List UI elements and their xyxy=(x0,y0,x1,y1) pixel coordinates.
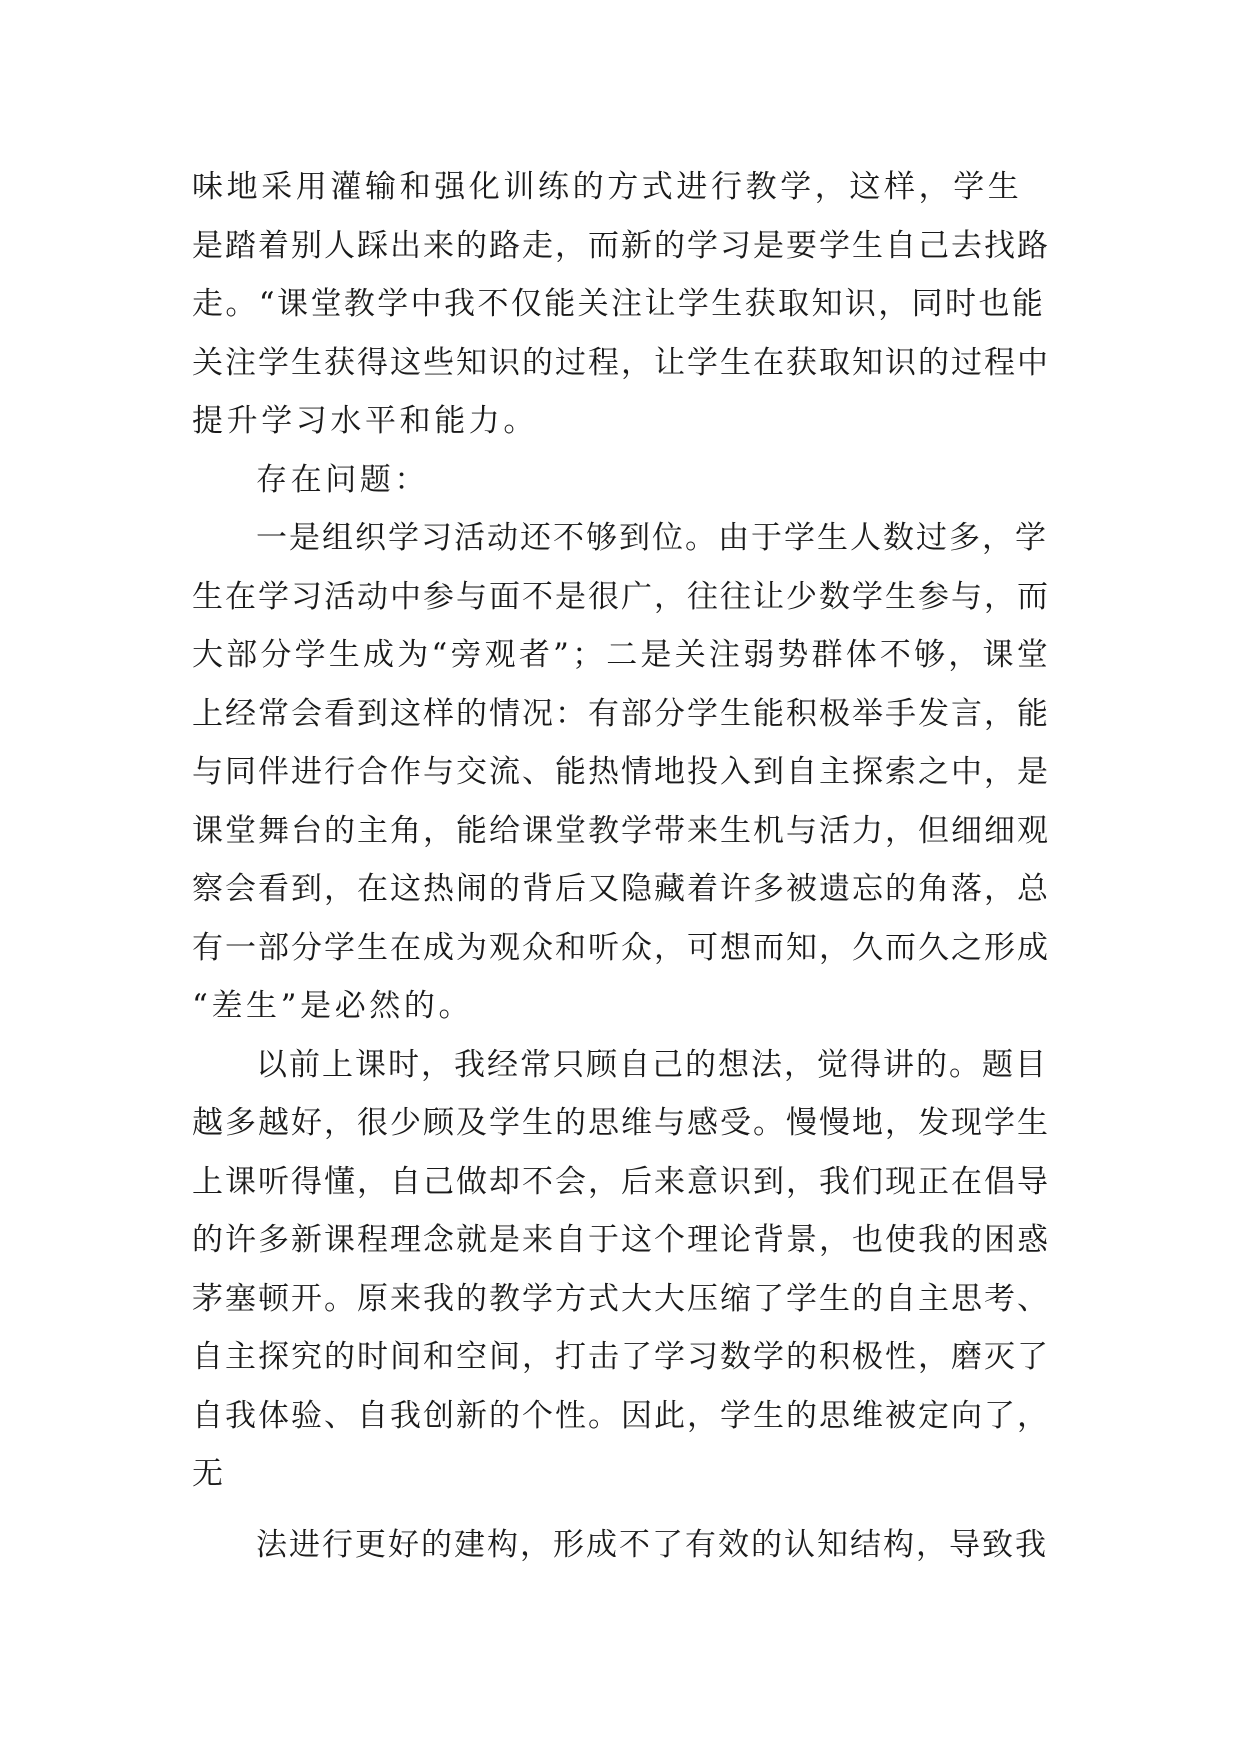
text-line: 上课听得懂，自己做却不会，后来意识到，我们现正在倡导 xyxy=(192,1163,1050,1200)
paragraph-start-line: 以前上课时，我经常只顾自己的想法，觉得讲的。题目 xyxy=(256,1046,1048,1083)
text-line: 越多越好，很少顾及学生的思维与感受。慢慢地，发现学生 xyxy=(192,1105,1050,1141)
text-line: 关注学生获得这些知识的过程，让学生在获取知识的过程中 xyxy=(192,344,1050,381)
text-line: “差生”是必然的。 xyxy=(192,988,474,1024)
text-line: 与同伴进行合作与交流、能热情地投入到自主探索之中，是 xyxy=(192,754,1050,790)
text-line: 上经常会看到这样的情况：有部分学生能积极举手发言，能 xyxy=(192,695,1050,732)
text-line: 味地采用灌输和强化训练的方式进行教学，这样，学生 xyxy=(192,169,1023,205)
text-line: 提升学习水平和能力。 xyxy=(192,403,538,439)
text-line: 大部分学生成为“旁观者”；二是关注弱势群体不够，课堂 xyxy=(192,637,1051,673)
text-line: 有一部分学生在成为观众和听众，可想而知，久而久之形成 xyxy=(192,929,1050,966)
section-heading: 存在问题： xyxy=(256,461,429,498)
text-line: 自我体验、自我创新的个性。因此，学生的思维被定向了， xyxy=(192,1397,1050,1434)
text-line: 茅塞顿开。原来我的教学方式大大压缩了学生的自主思考、 xyxy=(192,1280,1050,1317)
text-line: 走。“课堂教学中我不仅能关注让学生获取知识，同时也能 xyxy=(192,286,1046,322)
text-line: 无 xyxy=(192,1456,227,1492)
paragraph-start-line: 法进行更好的建构，形成不了有效的认知结构，导致我 xyxy=(256,1526,1048,1563)
text-line: 生在学习活动中参与面不是很广，往往让少数学生参与，而 xyxy=(192,578,1050,615)
paragraph-start-line: 一是组织学习活动还不够到位。由于学生人数过多，学 xyxy=(256,520,1048,556)
body-text xyxy=(192,158,1052,1574)
text-line: 的许多新课程理念就是来自于这个理论背景，也使我的困惑 xyxy=(192,1222,1050,1258)
text-line: 自主探究的时间和空间，打击了学习数学的积极性，磨灭了 xyxy=(192,1339,1050,1375)
text-line: 察会看到，在这热闹的背后又隐藏着许多被遗忘的角落，总 xyxy=(192,871,1050,907)
text-line: 课堂舞台的主角，能给课堂教学带来生机与活力，但细细观 xyxy=(192,812,1050,849)
text-line: 是踏着别人踩出来的路走，而新的学习是要学生自己去找路 xyxy=(192,227,1050,264)
